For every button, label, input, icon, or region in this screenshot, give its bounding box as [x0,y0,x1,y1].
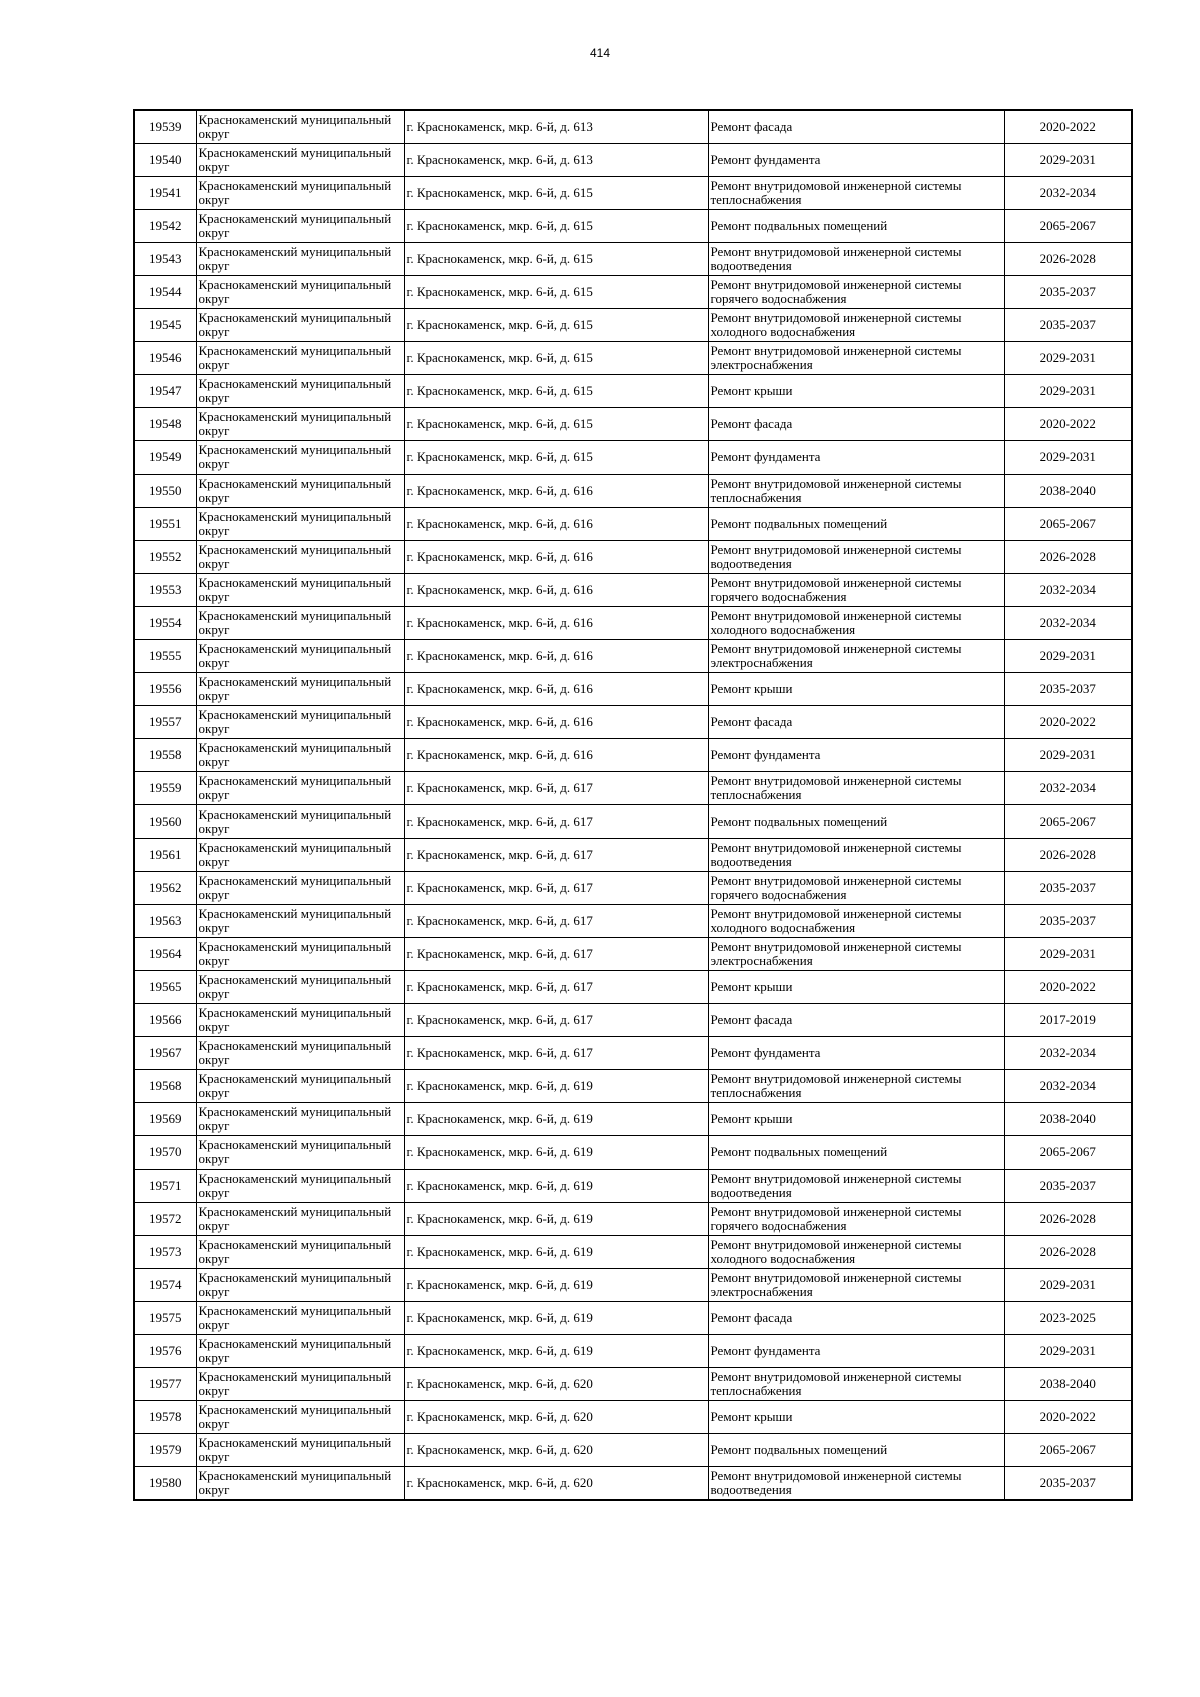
period-cell: 2032-2034 [1004,1070,1132,1103]
address-cell: г. Краснокаменск, мкр. 6-й, д. 620 [404,1434,708,1467]
period-cell: 2035-2037 [1004,673,1132,706]
row-number-cell: 19574 [134,1268,196,1301]
row-number-cell: 19565 [134,970,196,1003]
municipality-cell: Краснокаменский муниципальный округ [196,1268,404,1301]
table-row [134,1202,1132,1235]
period-cell: 2029-2031 [1004,1334,1132,1367]
work-type-cell: Ремонт внутридомовой инженерной системы горячего водоснабжения [708,573,1004,606]
municipality-cell: Краснокаменский муниципальный округ [196,838,404,871]
table-row [134,1103,1132,1136]
municipality-cell: Краснокаменский муниципальный округ [196,1301,404,1334]
period-cell: 2032-2034 [1004,176,1132,209]
period-cell: 2065-2067 [1004,805,1132,838]
address-cell: г. Краснокаменск, мкр. 6-й, д. 616 [404,474,708,507]
municipality-cell: Краснокаменский муниципальный округ [196,706,404,739]
address-cell: г. Краснокаменск, мкр. 6-й, д. 619 [404,1268,708,1301]
address-cell: г. Краснокаменск, мкр. 6-й, д. 617 [404,838,708,871]
row-number-cell: 19576 [134,1334,196,1367]
municipality-cell: Краснокаменский муниципальный округ [196,640,404,673]
work-type-cell: Ремонт крыши [708,1401,1004,1434]
work-type-cell: Ремонт внутридомовой инженерной системы водоотведения [708,540,1004,573]
row-number-cell: 19567 [134,1037,196,1070]
municipality-cell: Краснокаменский муниципальный округ [196,441,404,474]
work-type-cell: Ремонт внутридомовой инженерной системы теплоснабжения [708,1070,1004,1103]
municipality-cell: Краснокаменский муниципальный округ [196,1334,404,1367]
address-cell: г. Краснокаменск, мкр. 6-й, д. 619 [404,1301,708,1334]
row-number-cell: 19562 [134,871,196,904]
period-cell: 2029-2031 [1004,375,1132,408]
municipality-cell: Краснокаменский муниципальный округ [196,1169,404,1202]
period-cell: 2035-2037 [1004,1169,1132,1202]
work-type-cell: Ремонт фундамента [708,143,1004,176]
table-row [134,110,1132,143]
table-row [134,1268,1132,1301]
work-type-cell: Ремонт фасада [708,1301,1004,1334]
work-type-cell: Ремонт фасада [708,110,1004,143]
table-row [134,507,1132,540]
municipality-cell: Краснокаменский муниципальный округ [196,1401,404,1434]
row-number-cell: 19557 [134,706,196,739]
table-row [134,441,1132,474]
municipality-cell: Краснокаменский муниципальный округ [196,1136,404,1169]
row-number-cell: 19555 [134,640,196,673]
table-row [134,640,1132,673]
period-cell: 2035-2037 [1004,904,1132,937]
address-cell: г. Краснокаменск, мкр. 6-й, д. 619 [404,1334,708,1367]
period-cell: 2023-2025 [1004,1301,1132,1334]
address-cell: г. Краснокаменск, мкр. 6-й, д. 616 [404,540,708,573]
address-cell: г. Краснокаменск, мкр. 6-й, д. 616 [404,706,708,739]
table-row [134,309,1132,342]
work-type-cell: Ремонт внутридомовой инженерной системы электроснабжения [708,342,1004,375]
table-row [134,1301,1132,1334]
period-cell: 2035-2037 [1004,309,1132,342]
row-number-cell: 19572 [134,1202,196,1235]
municipality-cell: Краснокаменский муниципальный округ [196,1202,404,1235]
municipality-cell: Краснокаменский муниципальный округ [196,143,404,176]
address-cell: г. Краснокаменск, мкр. 6-й, д. 613 [404,110,708,143]
period-cell: 2032-2034 [1004,772,1132,805]
table-row [134,474,1132,507]
work-type-cell: Ремонт внутридомовой инженерной системы горячего водоснабжения [708,275,1004,308]
work-type-cell: Ремонт внутридомовой инженерной системы водоотведения [708,1467,1004,1500]
table-row [134,904,1132,937]
period-cell: 2035-2037 [1004,871,1132,904]
work-type-cell: Ремонт подвальных помещений [708,1434,1004,1467]
municipality-cell: Краснокаменский муниципальный округ [196,871,404,904]
row-number-cell: 19568 [134,1070,196,1103]
address-cell: г. Краснокаменск, мкр. 6-й, д. 613 [404,143,708,176]
period-cell: 2020-2022 [1004,408,1132,441]
address-cell: г. Краснокаменск, мкр. 6-й, д. 616 [404,673,708,706]
table-row [134,871,1132,904]
municipality-cell: Краснокаменский муниципальный округ [196,805,404,838]
row-number-cell: 19543 [134,242,196,275]
address-cell: г. Краснокаменск, мкр. 6-й, д. 615 [404,242,708,275]
period-cell: 2026-2028 [1004,838,1132,871]
address-cell: г. Краснокаменск, мкр. 6-й, д. 615 [404,275,708,308]
period-cell: 2065-2067 [1004,1434,1132,1467]
municipality-cell: Краснокаменский муниципальный округ [196,573,404,606]
period-cell: 2035-2037 [1004,275,1132,308]
work-type-cell: Ремонт внутридомовой инженерной системы теплоснабжения [708,1368,1004,1401]
period-cell: 2020-2022 [1004,706,1132,739]
table-row [134,1401,1132,1434]
row-number-cell: 19560 [134,805,196,838]
work-type-cell: Ремонт подвальных помещений [708,209,1004,242]
municipality-cell: Краснокаменский муниципальный округ [196,474,404,507]
table-row [134,342,1132,375]
work-type-cell: Ремонт внутридомовой инженерной системы водоотведения [708,1169,1004,1202]
row-number-cell: 19542 [134,209,196,242]
municipality-cell: Краснокаменский муниципальный округ [196,209,404,242]
address-cell: г. Краснокаменск, мкр. 6-й, д. 616 [404,640,708,673]
table-row [134,1169,1132,1202]
table-row [134,275,1132,308]
municipality-cell: Краснокаменский муниципальный округ [196,1070,404,1103]
work-type-cell: Ремонт внутридомовой инженерной системы горячего водоснабжения [708,1202,1004,1235]
municipality-cell: Краснокаменский муниципальный округ [196,673,404,706]
municipality-cell: Краснокаменский муниципальный округ [196,739,404,772]
period-cell: 2038-2040 [1004,1103,1132,1136]
address-cell: г. Краснокаменск, мкр. 6-й, д. 617 [404,970,708,1003]
row-number-cell: 19541 [134,176,196,209]
work-type-cell: Ремонт подвальных помещений [708,1136,1004,1169]
address-cell: г. Краснокаменск, мкр. 6-й, д. 617 [404,805,708,838]
row-number-cell: 19553 [134,573,196,606]
table-row [134,176,1132,209]
work-type-cell: Ремонт внутридомовой инженерной системы электроснабжения [708,937,1004,970]
table-row [134,937,1132,970]
municipality-cell: Краснокаменский муниципальный округ [196,408,404,441]
work-type-cell: Ремонт внутридомовой инженерной системы горячего водоснабжения [708,871,1004,904]
table-row [134,706,1132,739]
table-row [134,1235,1132,1268]
table-row [134,970,1132,1003]
address-cell: г. Краснокаменск, мкр. 6-й, д. 620 [404,1467,708,1500]
work-type-cell: Ремонт фасада [708,408,1004,441]
row-number-cell: 19547 [134,375,196,408]
row-number-cell: 19544 [134,275,196,308]
municipality-cell: Краснокаменский муниципальный округ [196,1467,404,1500]
work-type-cell: Ремонт фасада [708,706,1004,739]
work-type-cell: Ремонт фундамента [708,1037,1004,1070]
period-cell: 2026-2028 [1004,1235,1132,1268]
period-cell: 2065-2067 [1004,507,1132,540]
period-cell: 2017-2019 [1004,1004,1132,1037]
period-cell: 2065-2067 [1004,1136,1132,1169]
row-number-cell: 19558 [134,739,196,772]
work-type-cell: Ремонт внутридомовой инженерной системы водоотведения [708,242,1004,275]
row-number-cell: 19545 [134,309,196,342]
row-number-cell: 19539 [134,110,196,143]
address-cell: г. Краснокаменск, мкр. 6-й, д. 617 [404,1004,708,1037]
address-cell: г. Краснокаменск, мкр. 6-й, д. 615 [404,309,708,342]
address-cell: г. Краснокаменск, мкр. 6-й, д. 619 [404,1136,708,1169]
period-cell: 2035-2037 [1004,1467,1132,1500]
address-cell: г. Краснокаменск, мкр. 6-й, д. 620 [404,1401,708,1434]
table-row [134,838,1132,871]
work-type-cell: Ремонт подвальных помещений [708,805,1004,838]
row-number-cell: 19579 [134,1434,196,1467]
period-cell: 2065-2067 [1004,209,1132,242]
row-number-cell: 19575 [134,1301,196,1334]
work-type-cell: Ремонт фундамента [708,1334,1004,1367]
address-cell: г. Краснокаменск, мкр. 6-й, д. 619 [404,1235,708,1268]
table-row [134,1004,1132,1037]
work-type-cell: Ремонт крыши [708,1103,1004,1136]
row-number-cell: 19554 [134,606,196,639]
row-number-cell: 19578 [134,1401,196,1434]
table-row [134,143,1132,176]
municipality-cell: Краснокаменский муниципальный округ [196,1235,404,1268]
work-type-cell: Ремонт подвальных помещений [708,507,1004,540]
municipality-cell: Краснокаменский муниципальный округ [196,1004,404,1037]
address-cell: г. Краснокаменск, мкр. 6-й, д. 616 [404,507,708,540]
table-row [134,1136,1132,1169]
row-number-cell: 19540 [134,143,196,176]
row-number-cell: 19550 [134,474,196,507]
table-row [134,1434,1132,1467]
period-cell: 2020-2022 [1004,970,1132,1003]
row-number-cell: 19556 [134,673,196,706]
period-cell: 2032-2034 [1004,606,1132,639]
address-cell: г. Краснокаменск, мкр. 6-й, д. 620 [404,1368,708,1401]
table-row [134,540,1132,573]
period-cell: 2029-2031 [1004,143,1132,176]
table-row [134,673,1132,706]
work-type-cell: Ремонт фундамента [708,441,1004,474]
municipality-cell: Краснокаменский муниципальный округ [196,970,404,1003]
period-cell: 2029-2031 [1004,342,1132,375]
municipality-cell: Краснокаменский муниципальный округ [196,1368,404,1401]
address-cell: г. Краснокаменск, мкр. 6-й, д. 617 [404,904,708,937]
table-row [134,375,1132,408]
municipality-cell: Краснокаменский муниципальный округ [196,540,404,573]
work-type-cell: Ремонт фундамента [708,739,1004,772]
municipality-cell: Краснокаменский муниципальный округ [196,176,404,209]
address-cell: г. Краснокаменск, мкр. 6-й, д. 617 [404,772,708,805]
row-number-cell: 19571 [134,1169,196,1202]
row-number-cell: 19561 [134,838,196,871]
work-type-cell: Ремонт внутридомовой инженерной системы электроснабжения [708,640,1004,673]
row-number-cell: 19564 [134,937,196,970]
row-number-cell: 19573 [134,1235,196,1268]
page-number: 414 [589,46,611,60]
municipality-cell: Краснокаменский муниципальный округ [196,110,404,143]
row-number-cell: 19549 [134,441,196,474]
period-cell: 2026-2028 [1004,540,1132,573]
address-cell: г. Краснокаменск, мкр. 6-й, д. 619 [404,1169,708,1202]
period-cell: 2032-2034 [1004,573,1132,606]
address-cell: г. Краснокаменск, мкр. 6-й, д. 615 [404,408,708,441]
address-cell: г. Краснокаменск, мкр. 6-й, д. 619 [404,1070,708,1103]
table-row [134,739,1132,772]
period-cell: 2038-2040 [1004,474,1132,507]
work-type-cell: Ремонт внутридомовой инженерной системы теплоснабжения [708,474,1004,507]
row-number-cell: 19559 [134,772,196,805]
municipality-cell: Краснокаменский муниципальный округ [196,375,404,408]
row-number-cell: 19566 [134,1004,196,1037]
municipality-cell: Краснокаменский муниципальный округ [196,275,404,308]
table-row [134,1467,1132,1500]
row-number-cell: 19569 [134,1103,196,1136]
work-type-cell: Ремонт внутридомовой инженерной системы холодного водоснабжения [708,309,1004,342]
row-number-cell: 19546 [134,342,196,375]
address-cell: г. Краснокаменск, мкр. 6-й, д. 617 [404,871,708,904]
period-cell: 2026-2028 [1004,1202,1132,1235]
table-row [134,1037,1132,1070]
period-cell: 2020-2022 [1004,1401,1132,1434]
work-type-cell: Ремонт крыши [708,375,1004,408]
address-cell: г. Краснокаменск, мкр. 6-й, д. 616 [404,606,708,639]
work-type-cell: Ремонт внутридомовой инженерной системы холодного водоснабжения [708,606,1004,639]
municipality-cell: Краснокаменский муниципальный округ [196,242,404,275]
work-type-cell: Ремонт фасада [708,1004,1004,1037]
period-cell: 2038-2040 [1004,1368,1132,1401]
period-cell: 2020-2022 [1004,110,1132,143]
municipality-cell: Краснокаменский муниципальный округ [196,606,404,639]
period-cell: 2029-2031 [1004,937,1132,970]
municipality-cell: Краснокаменский муниципальный округ [196,1037,404,1070]
period-cell: 2029-2031 [1004,1268,1132,1301]
repair-schedule-table [133,109,1133,1501]
municipality-cell: Краснокаменский муниципальный округ [196,507,404,540]
municipality-cell: Краснокаменский муниципальный округ [196,772,404,805]
period-cell: 2032-2034 [1004,1037,1132,1070]
table-row [134,408,1132,441]
table-row [134,242,1132,275]
address-cell: г. Краснокаменск, мкр. 6-й, д. 619 [404,1202,708,1235]
row-number-cell: 19548 [134,408,196,441]
table-row [134,606,1132,639]
address-cell: г. Краснокаменск, мкр. 6-й, д. 617 [404,937,708,970]
municipality-cell: Краснокаменский муниципальный округ [196,309,404,342]
work-type-cell: Ремонт крыши [708,970,1004,1003]
address-cell: г. Краснокаменск, мкр. 6-й, д. 615 [404,209,708,242]
address-cell: г. Краснокаменск, мкр. 6-й, д. 615 [404,375,708,408]
municipality-cell: Краснокаменский муниципальный округ [196,937,404,970]
work-type-cell: Ремонт внутридомовой инженерной системы водоотведения [708,838,1004,871]
work-type-cell: Ремонт внутридомовой инженерной системы электроснабжения [708,1268,1004,1301]
municipality-cell: Краснокаменский муниципальный округ [196,1434,404,1467]
address-cell: г. Краснокаменск, мкр. 6-й, д. 615 [404,176,708,209]
row-number-cell: 19580 [134,1467,196,1500]
table-row [134,1334,1132,1367]
table-row [134,209,1132,242]
table-body [134,110,1132,1500]
period-cell: 2029-2031 [1004,640,1132,673]
table-row [134,805,1132,838]
work-type-cell: Ремонт внутридомовой инженерной системы теплоснабжения [708,176,1004,209]
address-cell: г. Краснокаменск, мкр. 6-й, д. 615 [404,342,708,375]
address-cell: г. Краснокаменск, мкр. 6-й, д. 617 [404,1037,708,1070]
address-cell: г. Краснокаменск, мкр. 6-й, д. 616 [404,739,708,772]
work-type-cell: Ремонт крыши [708,673,1004,706]
period-cell: 2029-2031 [1004,441,1132,474]
period-cell: 2029-2031 [1004,739,1132,772]
row-number-cell: 19552 [134,540,196,573]
row-number-cell: 19570 [134,1136,196,1169]
table-row [134,1070,1132,1103]
work-type-cell: Ремонт внутридомовой инженерной системы холодного водоснабжения [708,904,1004,937]
period-cell: 2026-2028 [1004,242,1132,275]
municipality-cell: Краснокаменский муниципальный округ [196,904,404,937]
municipality-cell: Краснокаменский муниципальный округ [196,1103,404,1136]
row-number-cell: 19551 [134,507,196,540]
address-cell: г. Краснокаменск, мкр. 6-й, д. 615 [404,441,708,474]
work-type-cell: Ремонт внутридомовой инженерной системы холодного водоснабжения [708,1235,1004,1268]
work-type-cell: Ремонт внутридомовой инженерной системы теплоснабжения [708,772,1004,805]
address-cell: г. Краснокаменск, мкр. 6-й, д. 619 [404,1103,708,1136]
table-row [134,1368,1132,1401]
municipality-cell: Краснокаменский муниципальный округ [196,342,404,375]
table-row [134,772,1132,805]
row-number-cell: 19577 [134,1368,196,1401]
address-cell: г. Краснокаменск, мкр. 6-й, д. 616 [404,573,708,606]
row-number-cell: 19563 [134,904,196,937]
table-row [134,573,1132,606]
